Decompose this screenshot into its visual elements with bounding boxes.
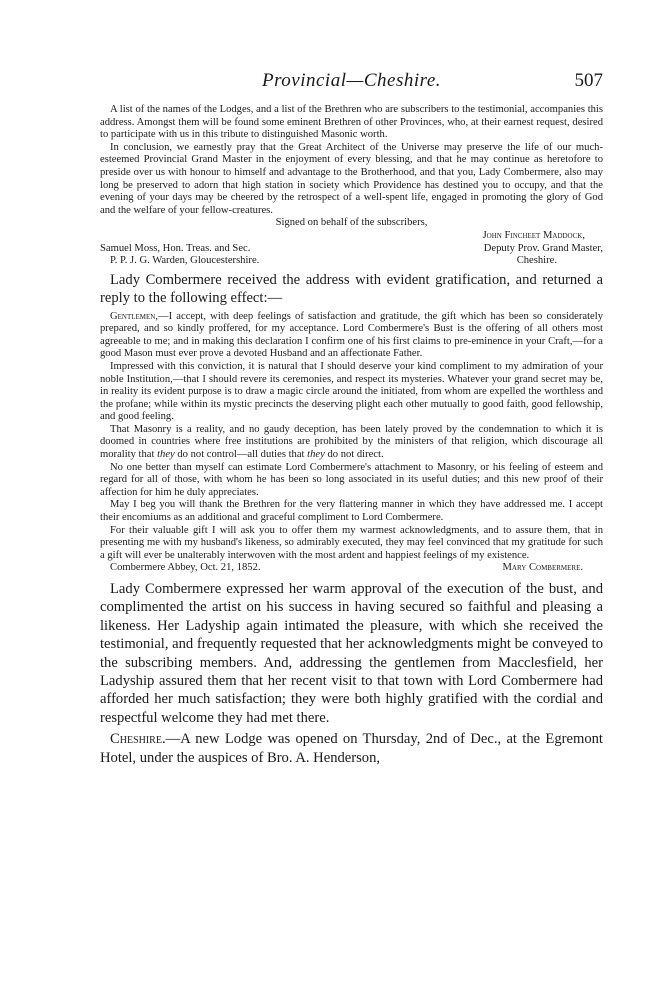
- section-lead-cheshire: Cheshire.: [110, 731, 166, 748]
- place-and-date: Combermere Abbey, Oct. 21, 1852.: [110, 562, 261, 574]
- reply-paragraph-2: Impressed with this conviction, it is natural that I should deserve your kind compliment to my admiration of your noble Institution,—that I should revere its ceremonies, and respect its mysteries. Whatever your grand secret may be, in reality its evident purpose is to draw a magic circle around the initiated, from whom are expelled the worthless and the profane; while within its mystic precincts the deserving plight each other mutually to good faith, good fellowship, and good feeling.: [100, 360, 603, 423]
- deputy-title: Deputy Prov. Grand Master,: [483, 242, 603, 254]
- reply-signature: Mary Combermere.: [502, 562, 583, 574]
- reply-paragraph-4: No one better than myself can estimate Lord Combermere's attachment to Masonry, or his feeling of esteem and regard for all of those, with whom he has been so long associated in its useful duties; and this new proof of their affection for him he duly appreciates.: [100, 461, 603, 498]
- warden-title: P. P. J. G. Warden, Gloucestershire.: [110, 255, 260, 267]
- treasurer-title: Samuel Moss, Hon. Treas. and Sec.: [100, 242, 251, 254]
- reply-paragraph-5: May I beg you will thank the Brethren for the very flattering manner in which they have addressed me. I accept their encomiums as an additional and graceful compliment to Lord Combermere.: [100, 499, 603, 524]
- narrative-paragraph-approval: Lady Combermere expressed her warm approval of the execution of the bust, and complimented the artist on his success in having secured so faithful and pleasing a likeness. Her Ladyship again intimated the pleasure, with which she received the testimonial, and frequently requested that her acknowledgments might be conveyed to the subscribing members. And, addressing the gentlemen from Macclesfield, her Ladyship assured them that her recent visit to that town with Lord Combermere had afforded her much satisfaction; they were both highly gratified with the cordial and respectful welcome they had met there.: [100, 581, 603, 726]
- page-body: [100, 104, 603, 767]
- signatory-line-2: [100, 255, 603, 268]
- reply-p3-part-b: do not control—all duties that: [174, 449, 308, 461]
- county-title: Cheshire.: [516, 255, 557, 267]
- page-number: 507: [574, 70, 603, 91]
- reply-paragraph-1: [100, 311, 603, 361]
- reply-p3-italic-1: they: [157, 449, 175, 461]
- address-paragraph-1: A list of the names of the Lodges, and a list of the Brethren who are subscribers to the testimonial, accompanies this address. Amongst them will be found some eminent Brethren of other Provinces, who, at their earnest request, desired to participate with us in this tribute to distinguished Masonic worth.: [100, 104, 603, 141]
- signed-on-behalf: Signed on behalf of the subscribers,: [275, 217, 428, 229]
- reply-p3-part-c: do not direct.: [324, 449, 384, 461]
- reply-p3-italic-2: they: [307, 449, 325, 461]
- page-header: [100, 70, 603, 96]
- signatory-name: John Fincheet Maddock,: [482, 229, 585, 241]
- reply-p3-part-a: That Masonry is a reality, and no gaudy deception, has been lately proved by the condemnation to which it is doomed in countries where free institutions are prohibited by the ministers of that religion, which discourage all morality that: [100, 423, 603, 461]
- reply-paragraph-1-text: —I accept, with deep feelings of satisfaction and gratitude, the gift which has been so considerately prepared, and so kindly proffered, for my acceptance. Lord Combermere's Bust is the offering of all others most agreeable to me; and in making this declaration I confirm one of his first claims to pre-eminence in your Craft,—for a good Mason must ever prove a devoted Husband and an affectionate Father.: [100, 310, 603, 360]
- narrative-paragraph-reply-intro: Lady Combermere received the address with evident gratification, and returned a reply to the following effect:—: [100, 271, 603, 307]
- reply-paragraph-6: For their valuable gift I will ask you to offer them my warmest acknowledgments, and to assure them, that in presenting me with my husband's likeness, so admirably executed, they may feel convinced that my gratitude for such a gift will ever be unalterably interwoven with the most ardent and happiest feelings of my existence.: [100, 524, 603, 561]
- reply-paragraph-3: [100, 424, 603, 462]
- signatory-line-1: [100, 243, 603, 256]
- narrative-paragraph-new-lodge: [100, 730, 603, 767]
- new-lodge-text: —A new Lodge was opened on Thursday, 2nd of Dec., at the Egremont Hotel, under the auspices of Bro. A. Henderson,: [100, 731, 603, 766]
- salutation: Gentlemen,: [110, 310, 159, 322]
- address-paragraph-2: In conclusion, we earnestly pray that the Great Architect of the Universe may preserve the life of our much-esteemed Provincial Grand Master in the enjoyment of every blessing, and that he may continue as heretofore to preside over us with honour to himself and advantage to the Brotherhood, and that you, Lady Combermere, also may long be preserved to adorn that high station in society which Providence has destined you to occupy, and that the evening of your days may be cheered by the retrospect of a well-spent life, engaged in promoting the glory of God and the welfare of your fellow-creatures.: [100, 141, 603, 216]
- running-title: Provincial—Cheshire.: [261, 70, 442, 91]
- reply-signature-line: [100, 562, 603, 575]
